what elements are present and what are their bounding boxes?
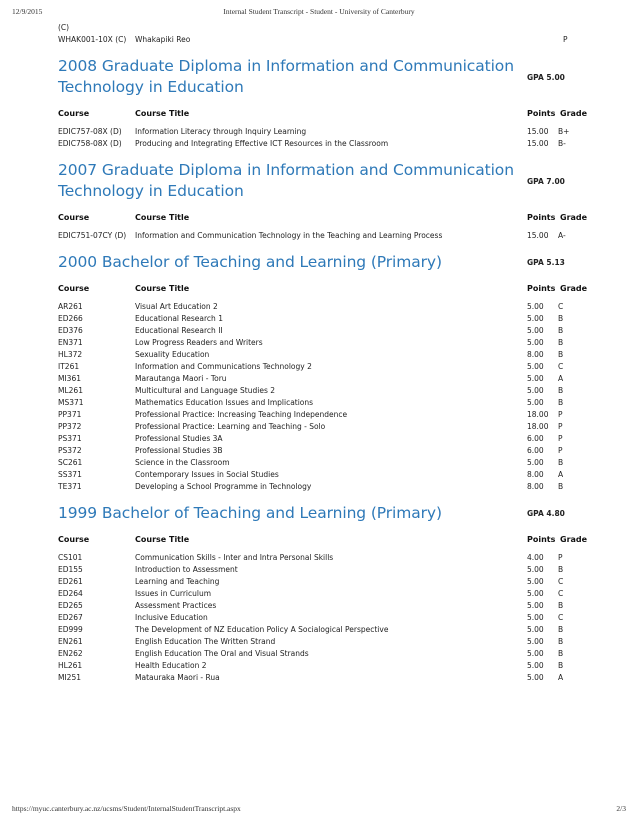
course-list: [58, 230, 590, 242]
table-row: [58, 469, 590, 481]
course-title: Communication Skills - Inter and Intra Personal Skills: [135, 553, 334, 562]
course-title: Professional Studies 3A: [135, 434, 223, 443]
course-title: Health Education 2: [135, 661, 207, 670]
course-points: 8.00: [527, 470, 544, 479]
course-code: ED266: [58, 314, 83, 323]
course-grade: P: [558, 446, 563, 455]
col-points: Points: [527, 535, 556, 544]
table-row: [58, 313, 590, 325]
course-code: ED265: [58, 601, 83, 610]
course-points: 5.00: [527, 362, 544, 371]
qualification-title: 2000 Bachelor of Teaching and Learning (Primary): [58, 253, 442, 271]
course-grade: B: [558, 326, 564, 335]
print-title: Internal Student Transcript - Student - University of Canterbury: [223, 7, 415, 16]
course-points: 5.00: [527, 374, 544, 383]
column-headers: [58, 211, 590, 225]
course-title: Whakapiki Reo: [135, 35, 191, 44]
course-title: Introduction to Assessment: [135, 565, 238, 574]
table-row: [58, 373, 590, 385]
course-code: EDIC751-07CY (D): [58, 231, 127, 240]
table-row: [58, 138, 590, 150]
gpa-value: GPA 5.13: [527, 258, 565, 267]
course-list: [58, 552, 590, 684]
course-grade: P: [558, 422, 563, 431]
table-row: [58, 301, 590, 313]
col-grade: Grade: [560, 213, 588, 222]
table-row: [58, 600, 590, 612]
course-grade: B: [558, 482, 564, 491]
course-grade: B: [558, 565, 564, 574]
course-list: [58, 126, 590, 150]
course-code: MS371: [58, 398, 84, 407]
col-course: Course: [58, 213, 90, 222]
course-points: 5.00: [527, 314, 544, 323]
gpa-value: GPA 7.00: [527, 176, 565, 186]
course-grade: A: [558, 673, 564, 682]
course-code: ED376: [58, 326, 83, 335]
course-grade: A: [558, 374, 564, 383]
course-points: 18.00: [527, 410, 549, 419]
course-title: Information and Communications Technology 2: [135, 362, 312, 371]
course-points: 18.00: [527, 422, 549, 431]
course-grade: A-: [558, 231, 566, 240]
course-code: EDIC757-08X (D): [58, 127, 122, 136]
col-course-title: Course Title: [135, 284, 190, 293]
course-points: 15.00: [527, 127, 549, 136]
table-row: [58, 433, 590, 445]
course-grade: B: [558, 386, 564, 395]
column-headers: [58, 282, 590, 296]
course-points: 5.00: [527, 589, 544, 598]
course-title: Mathematics Education Issues and Implications: [135, 398, 314, 407]
print-header: [0, 7, 638, 19]
course-code: IT261: [58, 362, 80, 371]
course-code: ML261: [58, 386, 83, 395]
course-code: EDIC758-08X (D): [58, 139, 122, 148]
col-course-title: Course Title: [135, 109, 190, 118]
course-code: MI361: [58, 374, 81, 383]
course-title: Educational Research 1: [135, 314, 223, 323]
course-grade: B: [558, 350, 564, 359]
course-code: MI251: [58, 673, 81, 682]
course-points: 8.00: [527, 482, 544, 491]
course-title: English Education The Written Strand: [135, 637, 276, 646]
course-points: 6.00: [527, 446, 544, 455]
course-points: 5.00: [527, 625, 544, 634]
col-points: Points: [527, 213, 556, 222]
course-grade: B: [558, 637, 564, 646]
table-row: [58, 660, 590, 672]
qualification-header: [58, 56, 590, 98]
table-row: [58, 349, 590, 361]
course-code: PP372: [58, 422, 82, 431]
course-grade: B: [558, 314, 564, 323]
course-code: PS371: [58, 434, 82, 443]
table-row: [58, 126, 590, 138]
course-grade: P: [558, 410, 563, 419]
course-list: [58, 301, 590, 493]
course-title: Developing a School Programme in Technology: [135, 482, 312, 491]
col-points: Points: [527, 284, 556, 293]
course-title: Professional Practice: Learning and Teaching - Solo: [135, 422, 326, 431]
table-row: [58, 409, 590, 421]
course-code: PP371: [58, 410, 82, 419]
table-row: [58, 576, 590, 588]
qualification-header: [58, 252, 590, 273]
gpa-value: GPA 5.00: [527, 72, 565, 82]
course-code: ED261: [58, 577, 83, 586]
course-points: 5.00: [527, 577, 544, 586]
print-footer: [0, 804, 638, 816]
course-code: EN262: [58, 649, 83, 658]
table-row: [58, 337, 590, 349]
course-title: Educational Research II: [135, 326, 223, 335]
course-grade: B+: [558, 127, 570, 136]
table-row: [58, 361, 590, 373]
course-points: 5.00: [527, 565, 544, 574]
col-course: Course: [58, 284, 90, 293]
course-code: HL372: [58, 350, 83, 359]
course-title: Assessment Practices: [135, 601, 217, 610]
course-title: Low Progress Readers and Writers: [135, 338, 263, 347]
course-code: ED155: [58, 565, 83, 574]
course-title: Visual Art Education 2: [135, 302, 218, 311]
col-points: Points: [527, 109, 556, 118]
course-title: Sexuality Education: [135, 350, 210, 359]
course-points: 5.00: [527, 649, 544, 658]
page-url: https://myuc.canterbury.ac.nz/ucsms/Student/InternalStudentTranscript.aspx: [12, 804, 241, 813]
course-title: Matauraka Maori - Rua: [135, 673, 220, 682]
table-row: [58, 445, 590, 457]
course-title: Science in the Classroom: [135, 458, 230, 467]
course-code: CS101: [58, 553, 83, 562]
course-points: 15.00: [527, 231, 549, 240]
table-row: [58, 588, 590, 600]
col-course-title: Course Title: [135, 535, 190, 544]
course-grade: B: [558, 458, 564, 467]
course-grade: C: [558, 589, 564, 598]
course-code: WHAK001-10X (C): [58, 35, 127, 44]
course-points: 5.00: [527, 661, 544, 670]
page-number: 2/3: [616, 804, 626, 813]
table-row: [58, 385, 590, 397]
course-code: ED267: [58, 613, 83, 622]
course-points: 5.00: [527, 338, 544, 347]
qualification-header: [58, 503, 590, 524]
course-points: 5.00: [527, 386, 544, 395]
course-code: SS371: [58, 470, 82, 479]
course-title: Marautanga Maori - Toru: [135, 374, 227, 383]
course-title: Information and Communication Technology in the Teaching and Learning Process: [135, 231, 443, 240]
table-row: [58, 612, 590, 624]
course-grade: B: [558, 601, 564, 610]
table-row: [58, 421, 590, 433]
course-code: AR261: [58, 302, 83, 311]
table-row: [58, 481, 590, 493]
course-code: ED999: [58, 625, 83, 634]
course-grade: B-: [558, 139, 566, 148]
course-points: 5.00: [527, 302, 544, 311]
table-row: [58, 457, 590, 469]
table-row: [58, 564, 590, 576]
print-date: 12/9/2015: [12, 7, 43, 16]
course-title: Inclusive Education: [135, 613, 208, 622]
transcript-content: [58, 22, 590, 684]
table-row: [58, 397, 590, 409]
table-row: [58, 648, 590, 660]
course-points: 8.00: [527, 350, 544, 359]
course-grade: P: [563, 35, 568, 44]
col-grade: Grade: [560, 535, 588, 544]
course-title: Contemporary Issues in Social Studies: [135, 470, 279, 479]
course-grade: P: [558, 434, 563, 443]
course-code: EN261: [58, 637, 83, 646]
course-grade: C: [558, 613, 564, 622]
course-code: SC261: [58, 458, 83, 467]
course-title: Issues in Curriculum: [135, 589, 212, 598]
course-grade: B: [558, 338, 564, 347]
table-row: [58, 325, 590, 337]
course-points: 4.00: [527, 553, 544, 562]
course-grade: C: [558, 302, 564, 311]
course-grade: C: [558, 362, 564, 371]
table-row: [58, 636, 590, 648]
course-code: EN371: [58, 338, 83, 347]
col-grade: Grade: [560, 109, 588, 118]
table-row: [58, 230, 590, 242]
course-title: Professional Practice: Increasing Teaching Independence: [135, 410, 348, 419]
col-grade: Grade: [560, 284, 588, 293]
table-row: [58, 34, 590, 46]
course-code: PS372: [58, 446, 82, 455]
course-points: 15.00: [527, 139, 549, 148]
course-title: Information Literacy through Inquiry Learning: [135, 127, 307, 136]
course-grade: A: [558, 470, 564, 479]
col-course: Course: [58, 109, 90, 118]
course-grade: B: [558, 661, 564, 670]
table-row: [58, 672, 590, 684]
course-title: Professional Studies 3B: [135, 446, 223, 455]
course-code: HL261: [58, 661, 83, 670]
course-title: Learning and Teaching: [135, 577, 220, 586]
course-grade: P: [558, 553, 563, 562]
course-grade: C: [558, 577, 564, 586]
qualification-title: 1999 Bachelor of Teaching and Learning (Primary): [58, 504, 442, 522]
qualification-title: 2008 Graduate Diploma in Information and Communication Technology in Education: [58, 57, 514, 96]
continuation-code-tail: (C): [58, 23, 70, 32]
column-headers: [58, 107, 590, 121]
course-points: 5.00: [527, 326, 544, 335]
course-points: 5.00: [527, 398, 544, 407]
course-points: 6.00: [527, 434, 544, 443]
course-points: 5.00: [527, 458, 544, 467]
course-code: ED264: [58, 589, 83, 598]
qualification-header: [58, 160, 590, 202]
course-points: 5.00: [527, 673, 544, 682]
course-points: 5.00: [527, 637, 544, 646]
course-code: TE371: [58, 482, 82, 491]
course-title: Multicultural and Language Studies 2: [135, 386, 276, 395]
table-row: [58, 552, 590, 564]
course-points: 5.00: [527, 613, 544, 622]
course-title: English Education The Oral and Visual Strands: [135, 649, 309, 658]
table-row: [58, 624, 590, 636]
gpa-value: GPA 4.80: [527, 509, 565, 518]
course-points: 5.00: [527, 601, 544, 610]
col-course-title: Course Title: [135, 213, 190, 222]
qualification-title: 2007 Graduate Diploma in Information and Communication Technology in Education: [58, 161, 514, 200]
course-grade: B: [558, 649, 564, 658]
course-grade: B: [558, 625, 564, 634]
course-title: The Development of NZ Education Policy A Socialogical Perspective: [135, 625, 389, 634]
column-headers: [58, 533, 590, 547]
col-course: Course: [58, 535, 90, 544]
course-title: Producing and Integrating Effective ICT Resources in the Classroom: [135, 139, 389, 148]
course-grade: B: [558, 398, 564, 407]
